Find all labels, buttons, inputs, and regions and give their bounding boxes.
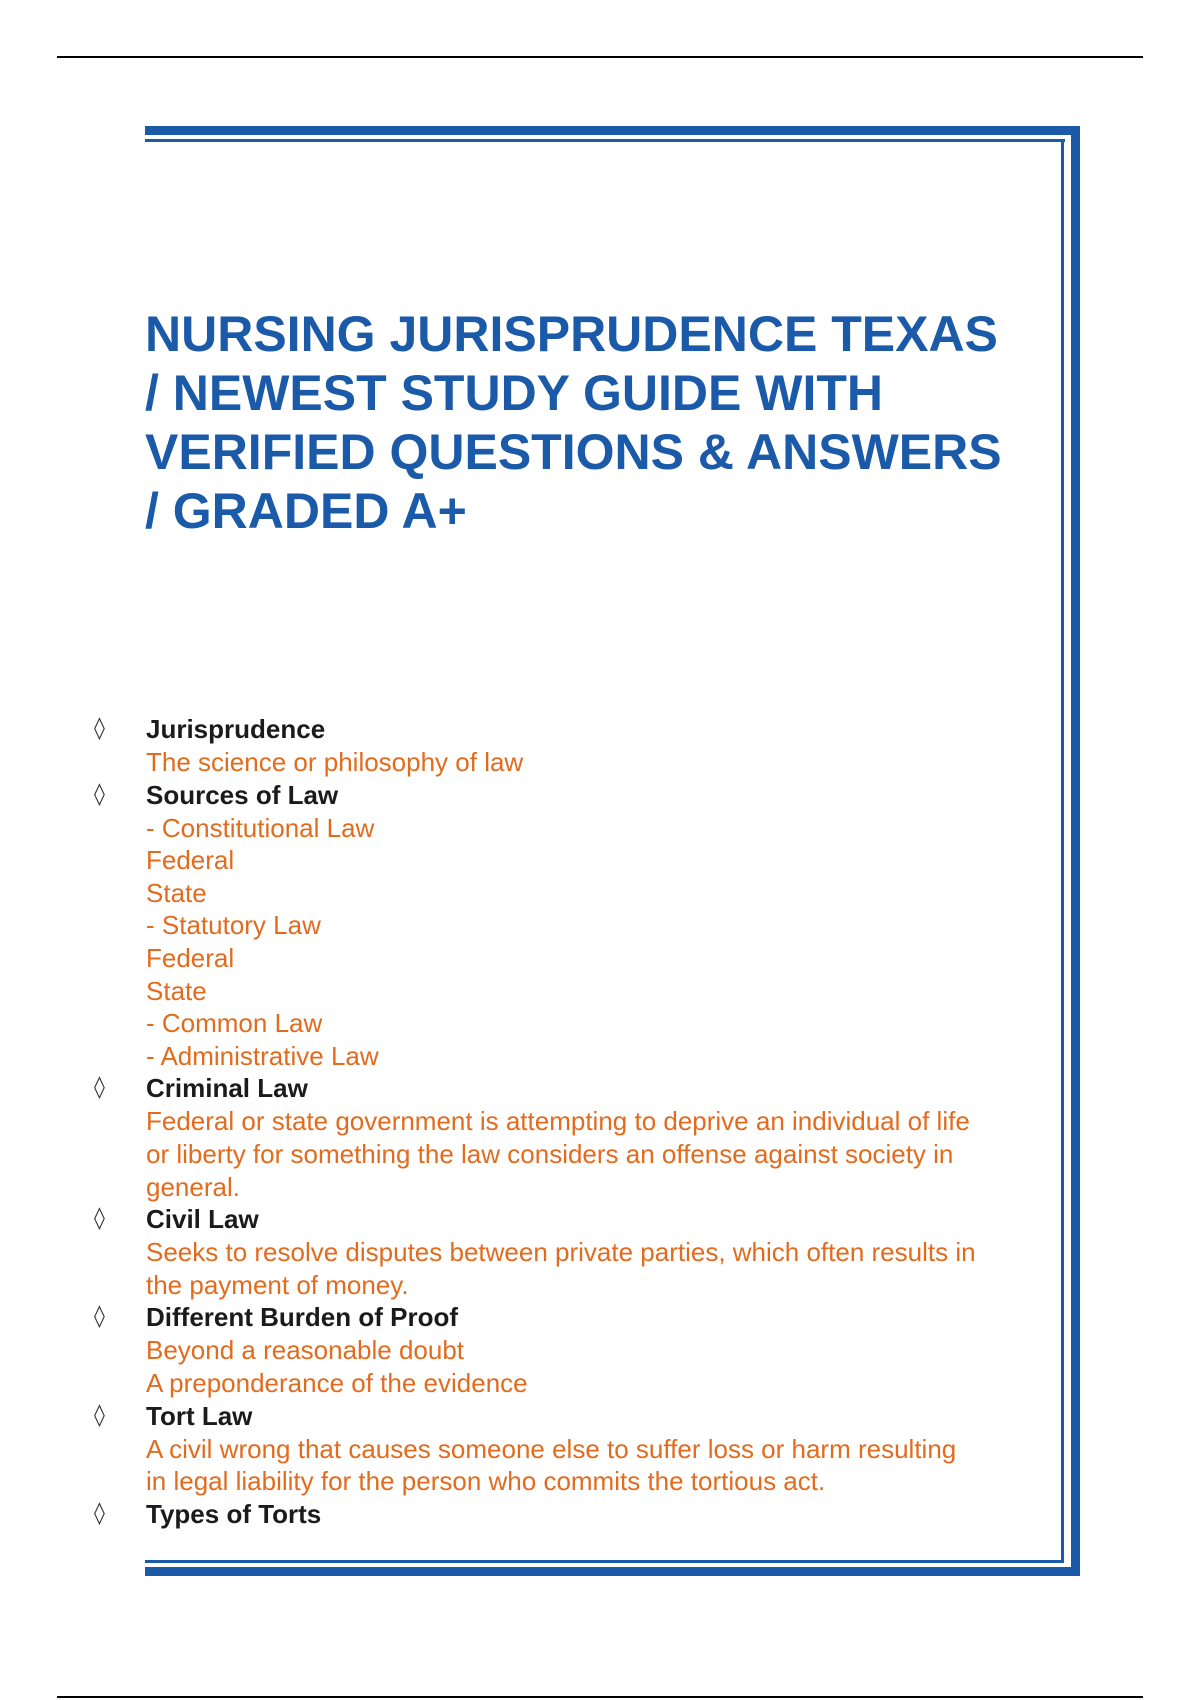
diamond-bullet-icon: ◊ xyxy=(94,1075,105,1101)
term-title: Sources of Law xyxy=(146,779,339,810)
diamond-bullet-icon: ◊ xyxy=(94,1304,105,1330)
term-definition-line: Beyond a reasonable doubt xyxy=(146,1335,465,1366)
term-definition-line: The science or philosophy of law xyxy=(146,747,524,777)
term-item xyxy=(0,1400,1200,1498)
term-item xyxy=(0,713,1200,779)
term-item xyxy=(0,1203,1200,1301)
term-definition-line: A civil wrong that causes someone else to suffer loss or harm resulting xyxy=(146,1433,957,1464)
term-definition-line: the payment of money. xyxy=(146,1269,409,1300)
term-definition-line: general. xyxy=(146,1171,240,1202)
frame-top-outer-line xyxy=(145,126,1080,135)
term-list xyxy=(0,713,1200,1531)
title-line: VERIFIED QUESTIONS & ANSWERS xyxy=(145,424,1002,480)
diamond-bullet-icon: ◊ xyxy=(94,781,105,807)
term-item xyxy=(0,1072,1200,1203)
term-definition-line: in legal liability for the person who commits the tortious act. xyxy=(146,1466,826,1497)
diamond-bullet-icon: ◊ xyxy=(94,1402,105,1428)
title-line: NURSING JURISPRUDENCE TEXAS xyxy=(145,306,998,362)
term-title: Tort Law xyxy=(146,1400,253,1431)
title-line: / NEWEST STUDY GUIDE WITH xyxy=(145,365,883,421)
frame-bottom-inner-line xyxy=(145,1560,1064,1563)
diamond-bullet-icon: ◊ xyxy=(94,1206,105,1232)
term-definition-line: - Common Law xyxy=(146,1008,323,1039)
term-definition-line: State xyxy=(146,975,207,1006)
term-title: Types of Torts xyxy=(146,1498,322,1529)
document-title xyxy=(145,305,1055,541)
diamond-bullet-icon: ◊ xyxy=(94,1500,105,1526)
term-title: Jurisprudence xyxy=(146,714,326,744)
term-definition-line: Federal or state government is attempting to deprive an individual of life xyxy=(146,1106,970,1137)
frame-bottom-outer-line xyxy=(145,1567,1080,1576)
term-definition-line: - Constitutional Law xyxy=(146,812,375,843)
term-definition-line: Federal xyxy=(146,942,235,973)
term-definition-line: - Administrative Law xyxy=(146,1040,379,1071)
term-definition-line: A preponderance of the evidence xyxy=(146,1367,528,1398)
term-title: Civil Law xyxy=(146,1204,259,1235)
term-item xyxy=(0,779,1200,1073)
term-definition-line: Federal xyxy=(146,845,235,876)
term-title: Criminal Law xyxy=(146,1073,308,1104)
term-item xyxy=(0,1498,1200,1531)
term-title: Different Burden of Proof xyxy=(146,1302,458,1333)
term-definition-line: - Statutory Law xyxy=(146,910,321,941)
diamond-bullet-icon: ◊ xyxy=(94,716,105,741)
term-definition-line: State xyxy=(146,877,207,908)
frame-top-inner-line xyxy=(145,139,1065,142)
term-item xyxy=(0,1301,1200,1399)
page-bottom-rule xyxy=(57,1696,1143,1698)
term-definition-line: or liberty for something the law considers an offense against society in xyxy=(146,1138,954,1169)
title-line: / GRADED A+ xyxy=(145,483,467,539)
page-top-rule xyxy=(57,56,1143,58)
term-definition-line: Seeks to resolve disputes between private parties, which often results in xyxy=(146,1237,976,1268)
